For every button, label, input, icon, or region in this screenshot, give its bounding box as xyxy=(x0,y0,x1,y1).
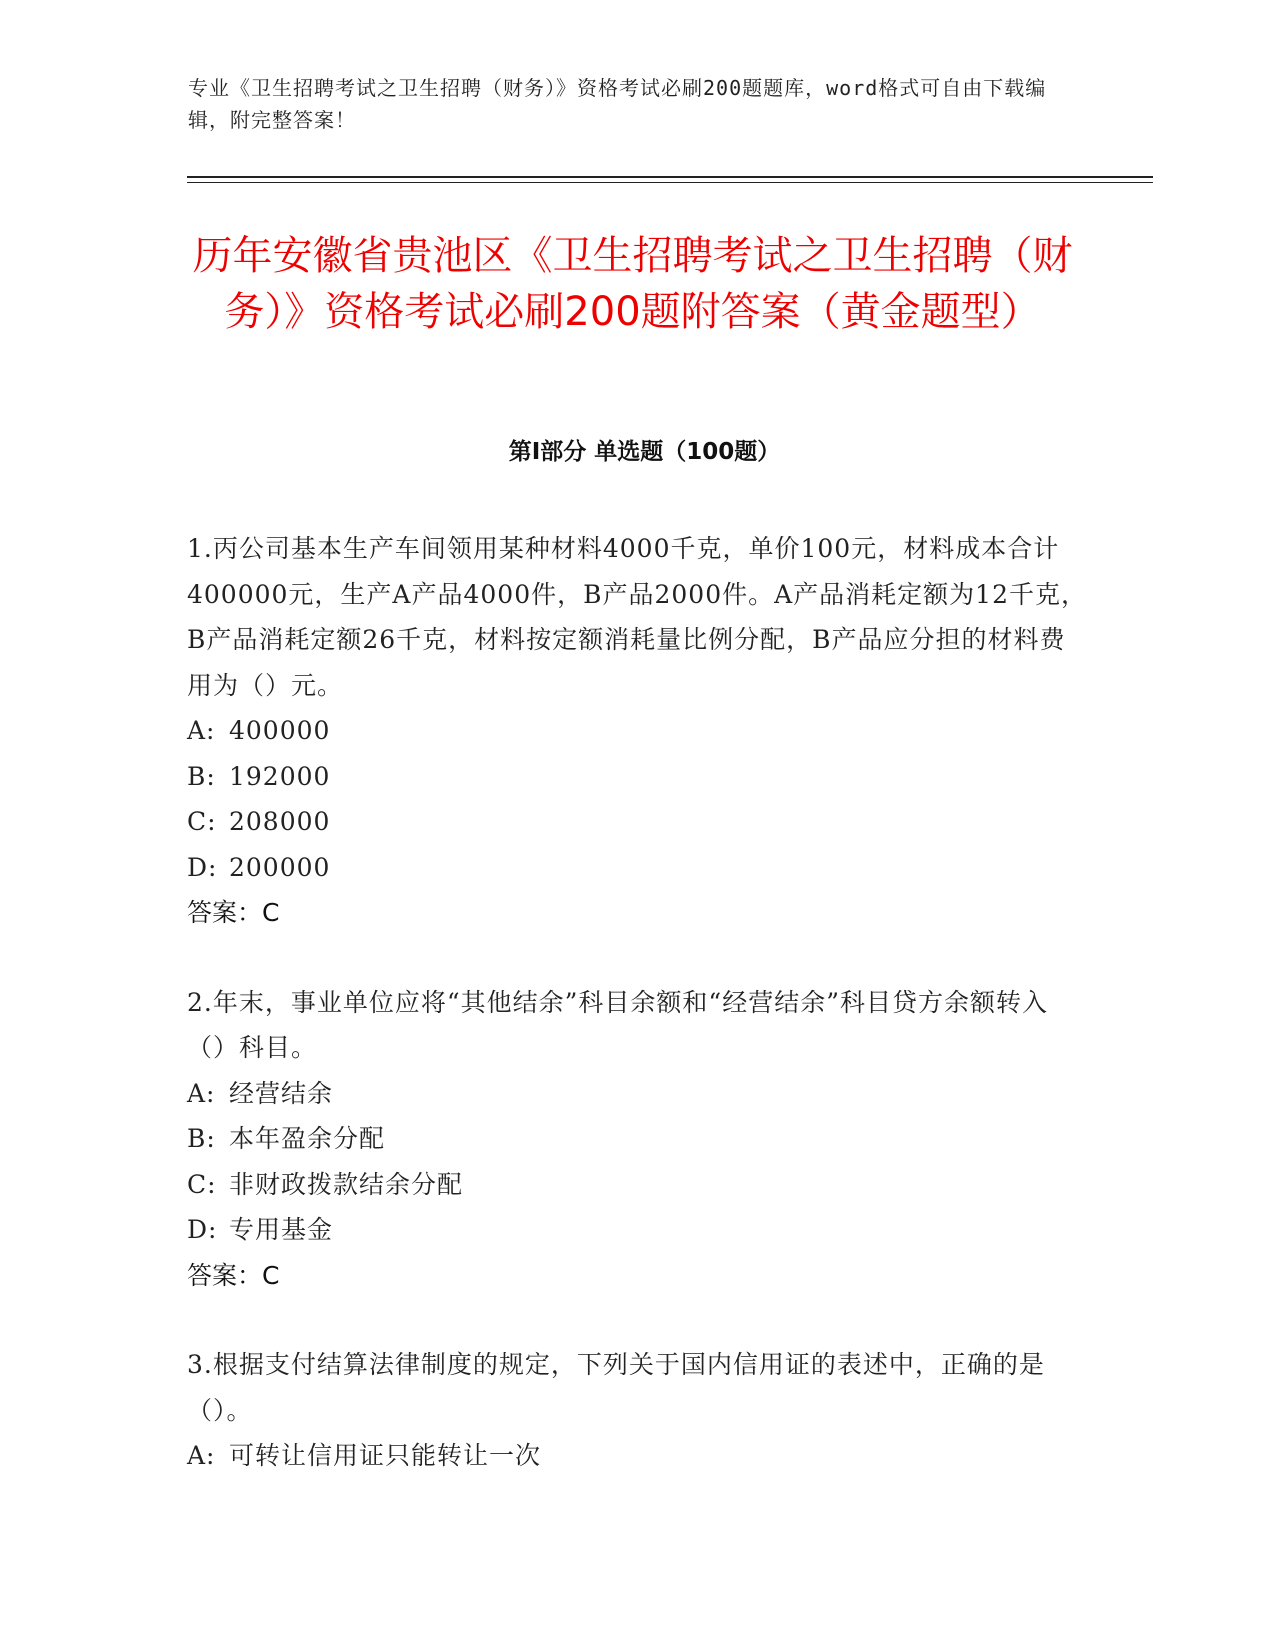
option-d xyxy=(187,845,1087,891)
option-b xyxy=(187,1116,1087,1162)
option-text: 经营结余 xyxy=(229,1078,334,1108)
question-2 xyxy=(187,980,1087,1299)
option-key: C: xyxy=(187,807,217,836)
option-text: 专用基金 xyxy=(229,1215,334,1244)
question-3 xyxy=(187,1342,1087,1479)
answer: 答案：C xyxy=(187,898,280,927)
section-title: 第I部分 单选题（100题） xyxy=(508,439,781,465)
option-text: 可转让信用证只能转让一次 xyxy=(229,1441,542,1470)
option-key: A: xyxy=(187,716,216,745)
option-a xyxy=(187,1433,1087,1479)
option-a xyxy=(187,1071,1087,1117)
answer: 答案：C xyxy=(187,1260,280,1290)
option-key: C: xyxy=(187,1169,217,1199)
option-b xyxy=(187,754,1087,800)
header-note: 专业《卫生招聘考试之卫生招聘（财务）》资格考试必刷200题题库，word格式可自由下载编辑，附完整答案！ xyxy=(188,76,1047,132)
option-text: 本年盈余分配 xyxy=(229,1124,386,1153)
option-key: D: xyxy=(187,1215,218,1244)
question-1 xyxy=(187,526,1087,936)
question-stem: 2.年末，事业单位应将“其他结余”科目余额和“经营结余”科目贷方余额转入（）科目。 xyxy=(187,987,1048,1062)
option-d xyxy=(187,1207,1087,1253)
option-key: D: xyxy=(187,852,218,882)
option-c xyxy=(187,799,1087,845)
header-rule-thin xyxy=(187,182,1153,183)
question-stem: 1.丙公司基本生产车间领用某种材料4000千克，单价100元，材料成本合计400000元，生产A产品4000件，B产品2000件。A产品消耗定额为12千克，B产品消耗定额26千克，材料按定额消耗量比例分配，B产品应分担的材料费用为（）元。 xyxy=(187,534,1087,700)
document-title: 历年安徽省贵池区《卫生招聘考试之卫生招聘（财务）》资格考试必刷200题附答案（黄金题型） xyxy=(192,233,1073,335)
question-list xyxy=(187,526,1087,1523)
option-key: A: xyxy=(187,1441,216,1470)
option-text: 192000 xyxy=(229,761,331,791)
option-text: 400000 xyxy=(229,716,331,745)
question-stem: 3.根据支付结算法律制度的规定，下列关于国内信用证的表述中，正确的是（）。 xyxy=(187,1350,1045,1425)
option-key: A: xyxy=(187,1078,216,1108)
option-key: B: xyxy=(187,1124,216,1153)
header-rule-thick xyxy=(187,176,1153,178)
option-text: 非财政拨款结余分配 xyxy=(229,1169,464,1199)
option-c xyxy=(187,1162,1087,1208)
option-text: 200000 xyxy=(229,852,331,882)
option-key: B: xyxy=(187,761,216,791)
option-text: 208000 xyxy=(229,807,331,836)
option-a xyxy=(187,708,1087,754)
